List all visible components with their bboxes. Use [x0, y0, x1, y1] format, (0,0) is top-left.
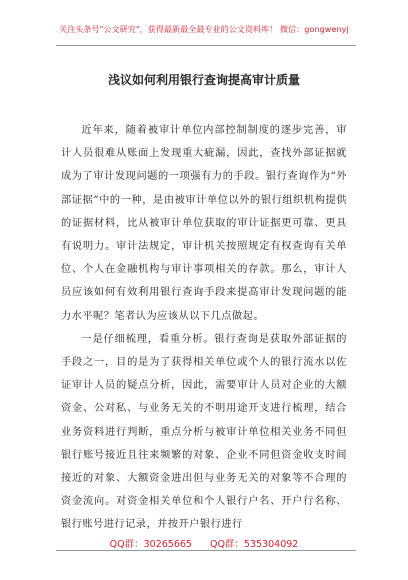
- page-footer: [0, 536, 408, 550]
- footer-qq-group-2: QQ群：535304092: [209, 539, 299, 550]
- body-paragraph-1: 近年来，随着被审计单位内部控制制度的逐步完善，审计人员很难从账面上发现重大疵漏，因此，查找外部证据就成为了审计发现问题的一项强有力的手段。银行查询作为“外部证据”中的一种，是由被审计单位以外的银行组织机构提供的证据材料，比从被审计单位获取的审计证据更可靠、更具有说明力。审计法规定，审计机关按照规定有权查询有关单位、个人在金融机构与审计事项相关的存款。那么，审计人员应该如何有效利用银行查询手段来提高审计发现问题的能力水平呢？笔者认为应该从以下几点做起。: [61, 125, 347, 322]
- body-paragraph-2: 一是仔细梳理，看重分析。银行查询是获取外部证据的手段之一，目的是为了获得相关单位或个人的银行流水以佐证审计人员的疑点分析，因此，需要审计人员对企业的大额资金、公对私、与业务无关的不明用途开支进行梳理，结合业务资料进行判断，重点分析与被审计单位相关业务不同但银行账号接近且往来频繁的对象、企业不同但资金收支时间接近的对象、大额资金进出但与业务无关的对象等不合理的资金流向。对资金相关单位和个人银行户名、开户行名称、银行账号进行记录，并按开户银行进行: [61, 333, 347, 531]
- document-title: 浅议如何利用银行查询提高审计质量: [107, 73, 300, 87]
- document-body: [61, 119, 347, 537]
- page-header-banner: 关注头条号"公文研究"，获得最新最全最专业的公文资料库！ 微信：gongwenyj: [59, 25, 349, 34]
- footer-qq-group-1: QQ群：30265665: [109, 539, 192, 550]
- footer-divider: [56, 550, 356, 551]
- header-divider: [56, 45, 356, 46]
